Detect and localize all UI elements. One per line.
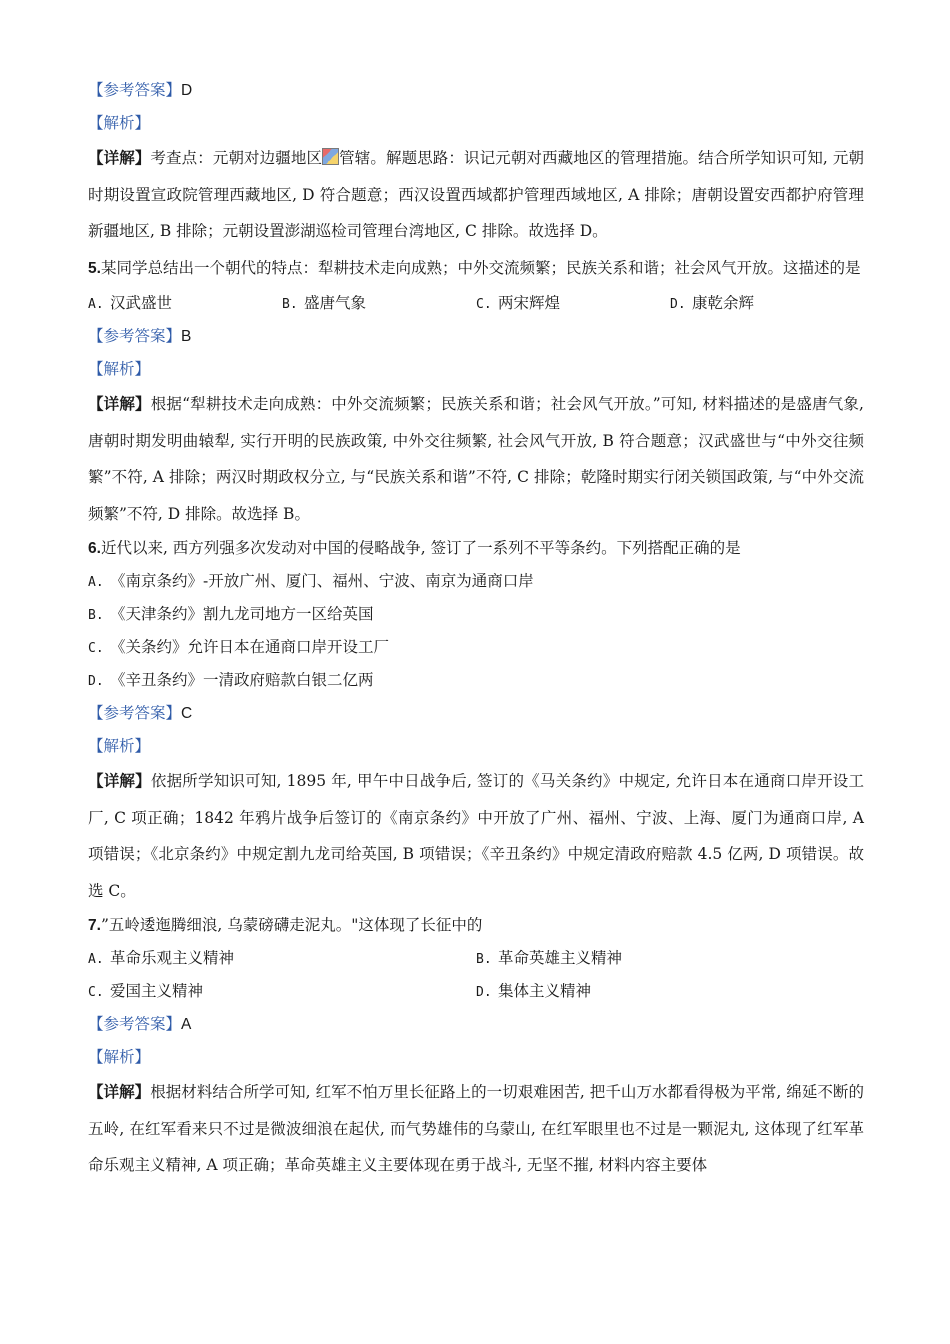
detail-label: 【详解】: [88, 771, 151, 790]
option-letter: B.: [282, 297, 298, 312]
analysis-heading-q4: [88, 107, 864, 140]
option-text: 《天津条约》割九龙司地方一区给英国: [110, 605, 374, 623]
option-letter: D.: [88, 674, 104, 689]
question-5-stem: [88, 250, 864, 288]
answer-line-q7: [88, 1008, 864, 1041]
option-text: 两宋辉煌: [498, 294, 561, 312]
option-text: 《关条约》允许日本在通商口岸开设工厂: [110, 638, 390, 656]
question-number: 6.: [88, 540, 101, 557]
option-text: 《辛丑条约》一清政府赔款白银二亿两: [110, 671, 374, 689]
option-letter: A.: [88, 952, 104, 967]
option-letter: A.: [88, 297, 104, 312]
option-a: [88, 942, 476, 975]
detail-paragraph-q4: [88, 140, 864, 250]
option-a: [88, 287, 282, 320]
question-6-stem: [88, 532, 864, 565]
question-number: 7.: [88, 917, 101, 934]
option-text: 革命英雄主义精神: [498, 949, 623, 967]
answer-value: D: [181, 82, 193, 99]
detail-paragraph-q6: [88, 763, 864, 909]
broken-image-icon: [322, 148, 339, 165]
detail-text-part2: 管辖。解题思路：识记元朝对西藏地区的管理措施。结合所学知识可知, 元朝时期设置宣政院管理西藏地区, D 符合题意；西汉设置西域都护管理西域地区, A 排除；唐朝设置安西都护府管理新疆地区, B 排除；元朝设置澎湖巡检司管理台湾地区, C 排除。故选择 D。: [88, 149, 864, 240]
option-text: 盛唐气象: [304, 294, 367, 312]
option-a: [88, 565, 864, 598]
option-letter: D.: [670, 297, 686, 312]
detail-text: 依据所学知识可知, 1895 年, 甲午中日战争后, 签订的《马关条约》中规定, 允许日本在通商口岸开设工厂, C 项正确；1842 年鸦片战争后签订的《南京条约》中开放了广州、福州、宁波、上海、厦门为通商口岸, A 项错误；《北京条约》中规定割九龙司给英国, B 项错误；《辛丑条约》中规定清政府赔款 4.5 亿两, D 项错误。故选 C。: [88, 772, 864, 900]
analysis-heading-q7: [88, 1041, 864, 1074]
option-d: [88, 664, 864, 697]
option-c: [88, 975, 476, 1008]
option-letter: C.: [476, 297, 492, 312]
option-letter: D.: [476, 985, 492, 1000]
question-number: 5.: [88, 259, 101, 277]
detail-text: 根据“犁耕技术走向成熟：中外交流频繁；民族关系和谐；社会风气开放。”可知, 材料描述的是盛唐气象, 唐朝时期发明曲辕犁, 实行开明的民族政策, 中外交往频繁, 社会风气开放, B 符合题意；汉武盛世与“中外交往频繁”不符, A 排除；两汉时期政权分立, 与“民族关系和谐”不符, C 排除；乾隆时期实行闭关锁国政策, 与“中外交流频繁”不符, D 排除。故选择 B。: [88, 395, 864, 523]
detail-text-part1: 考查点：元朝对边疆地区: [150, 149, 323, 167]
analysis-label: 【解析】: [88, 360, 151, 378]
detail-label: 【详解】: [88, 1082, 151, 1101]
option-b: [282, 287, 476, 320]
analysis-label: 【解析】: [88, 114, 151, 132]
option-b: [476, 942, 864, 975]
detail-text: 根据材料结合所学可知, 红军不怕万里长征路上的一切艰难困苦, 把千山万水都看得极为平常, 绵延不断的五岭, 在红军看来只不过是微波细浪在起伏, 而气势雄伟的乌蒙山, 在红军眼里也不过是一颗泥丸, 这体现了红军革命乐观主义精神, A 项正确；革命英雄主义主要体现在勇于战斗, 无坚不摧, 材料内容主要体: [88, 1083, 864, 1174]
option-c: [476, 287, 670, 320]
option-text: 革命乐观主义精神: [110, 949, 235, 967]
answer-value: A: [181, 1016, 192, 1033]
document-page: [88, 74, 864, 1184]
option-letter: C.: [88, 641, 104, 656]
option-c: [88, 631, 864, 664]
question-text: ”五岭逶迤腾细浪, 乌蒙磅礴走泥丸。"这体现了长征中的: [100, 916, 483, 934]
answer-value: C: [181, 705, 193, 722]
option-letter: B.: [88, 608, 104, 623]
detail-label: 【详解】: [88, 394, 151, 413]
question-text: 近代以来, 西方列强多次发动对中国的侵略战争, 签订了一系列不平等条约。下列搭配正确的是: [100, 539, 741, 557]
question-7-options-row2: [88, 975, 864, 1008]
question-text: 某同学总结出一个朝代的特点：犁耕技术走向成熟；中外交流频繁；民族关系和谐；社会风气开放。这描述的是: [100, 258, 861, 277]
answer-line-q6: [88, 697, 864, 730]
question-7-options-row1: [88, 942, 864, 975]
option-text: 爱国主义精神: [110, 982, 204, 1000]
option-d: [670, 287, 864, 320]
option-b: [88, 598, 864, 631]
option-text: 《南京条约》-开放广州、厦门、福州、宁波、南京为通商口岸: [110, 572, 534, 590]
option-text: 康乾余辉: [692, 294, 755, 312]
answer-line-q5: [88, 320, 864, 353]
answer-line-q4: [88, 74, 864, 107]
detail-label: 【详解】: [88, 148, 151, 167]
question-5-options: [88, 287, 864, 320]
analysis-heading-q6: [88, 730, 864, 763]
option-text: 汉武盛世: [110, 294, 173, 312]
analysis-heading-q5: [88, 353, 864, 386]
analysis-label: 【解析】: [88, 1048, 151, 1066]
question-7-stem: [88, 909, 864, 942]
answer-label: 【参考答案】: [88, 1015, 182, 1033]
answer-label: 【参考答案】: [88, 327, 182, 345]
answer-label: 【参考答案】: [88, 704, 182, 722]
detail-paragraph-q5: [88, 386, 864, 532]
option-letter: A.: [88, 575, 104, 590]
answer-value: B: [181, 328, 192, 345]
option-letter: C.: [88, 985, 104, 1000]
option-text: 集体主义精神: [498, 982, 592, 1000]
option-d: [476, 975, 864, 1008]
detail-paragraph-q7: [88, 1074, 864, 1184]
analysis-label: 【解析】: [88, 737, 151, 755]
option-letter: B.: [476, 952, 492, 967]
answer-label: 【参考答案】: [88, 81, 182, 99]
